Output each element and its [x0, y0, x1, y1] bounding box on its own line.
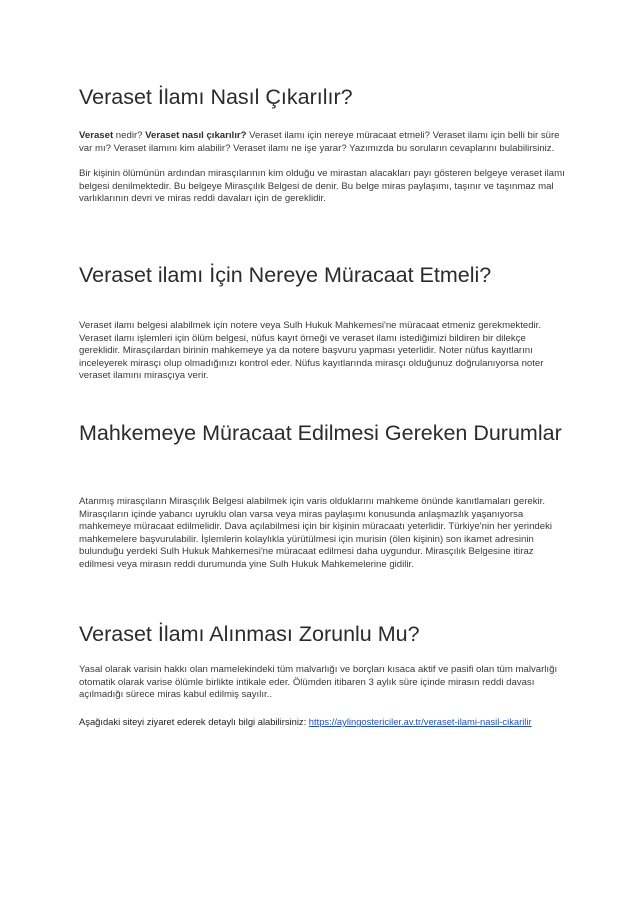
section-4-body: Yasal olarak varisin hakkı olan mamelekindeki tüm malvarlığı ve borçları kısaca aktif ve pasifi olan tüm malvarlığı otomatik olarak varise ölümle birlikte intikale eder. Ölümden itibaren 3 aylık süre içinde mirasın reddi davası açılmadığı sürece miras kabul edilmiş sayılır..: [79, 664, 558, 701]
section-1-body: Bir kişinin ölümünün ardından mirasçılarının kim olduğu ve mirastan alacakları payı gösteren belgeye veraset ilamı belgesi denilmektedir. Bu belgeye Mirasçılık Belgesi de denir. Bu belge miras paylaşımı, taşınır ve taşınmaz mal varlıklarının devri ve miras reddi davaları için de gereklidir.: [79, 168, 565, 205]
section-1-intro: [79, 130, 569, 155]
section-2-heading: Veraset ilamı İçin Nereye Müracaat Etmeli?: [79, 263, 492, 287]
intro-bold-1: Veraset: [79, 130, 114, 141]
section-2-body: Veraset ilamı belgesi alabilmek için notere veya Sulh Hukuk Mahkemesi'ne müracaat etmeniz gerekmektedir. Veraset ilamı işlemleri için ölüm belgesi, nüfus kayıt örneği ve veraset ilamı istediğimizi bildiren bir dilekçe gereklidir. Mirasçılardan birinin mahkemeye ya da notere başvuru yapması yeterlidir. Noter nüfus kayıtlarını inceleyerek mirasçı olup olmadığınızı kontrol eder. Nüfus kayıtlarında mirasçı olduğunuz doğrulanıyorsa noter veraset ilamını mirasçıya verir.: [79, 320, 544, 382]
source-link[interactable]: https://aylingostericiler.av.tr/veraset-ilami-nasil-cikarilir: [308, 716, 532, 727]
section-4-heading: Veraset İlamı Alınması Zorunlu Mu?: [79, 622, 420, 646]
section-1-heading: Veraset İlamı Nasıl Çıkarılır?: [79, 85, 353, 109]
section-3-heading: Mahkemeye Müracaat Edilmesi Gereken Durumlar: [79, 421, 562, 445]
footer-text: Aşağıdaki siteyi ziyaret ederek detaylı bilgi alabilirsiniz:: [79, 716, 309, 727]
intro-text-2: Veraset ilamı için nereye müracaat etmeli? Veraset ilamı için belli bir süre var mı? Veraset ilamını kim alabilir? Veraset ilamı ne işe yarar? Yazımızda bu soruların cevaplarını bulabilirsiniz.: [79, 130, 560, 154]
intro-text-1: nedir?: [113, 130, 146, 141]
section-3-body: Atanmış mirasçıların Mirasçılık Belgesi alabilmek için varis olduklarını mahkeme önünde kanıtlamaları gerekir. Mirasçıların içinde yabancı uyruklu olan varsa veya miras paylaşımı konusunda anlaşmazlık yaşanıyorsa mahkemeye müracaat edilmelidir. Dava açılabilmesi için bir kişinin müracaatı yeterlidir. Türkiye'nin her yerindeki mahkemelere başvurulabilir. İşlemlerin kolaylıkla yürütülmesi için murisin (ölen kişinin) son ikamet adresinin bulunduğu yerdeki Sulh Hukuk Mahkemesi'ne müracaat edilmesi daha uygundur. Mirasçılık Belgesine itiraz edilmesi veya mirasın reddi durumunda yine Sulh Hukuk Mahkemelerine gidilir.: [79, 496, 553, 570]
intro-bold-2: Veraset nasıl çıkarılır?: [145, 130, 247, 141]
footer-note: [79, 713, 569, 731]
